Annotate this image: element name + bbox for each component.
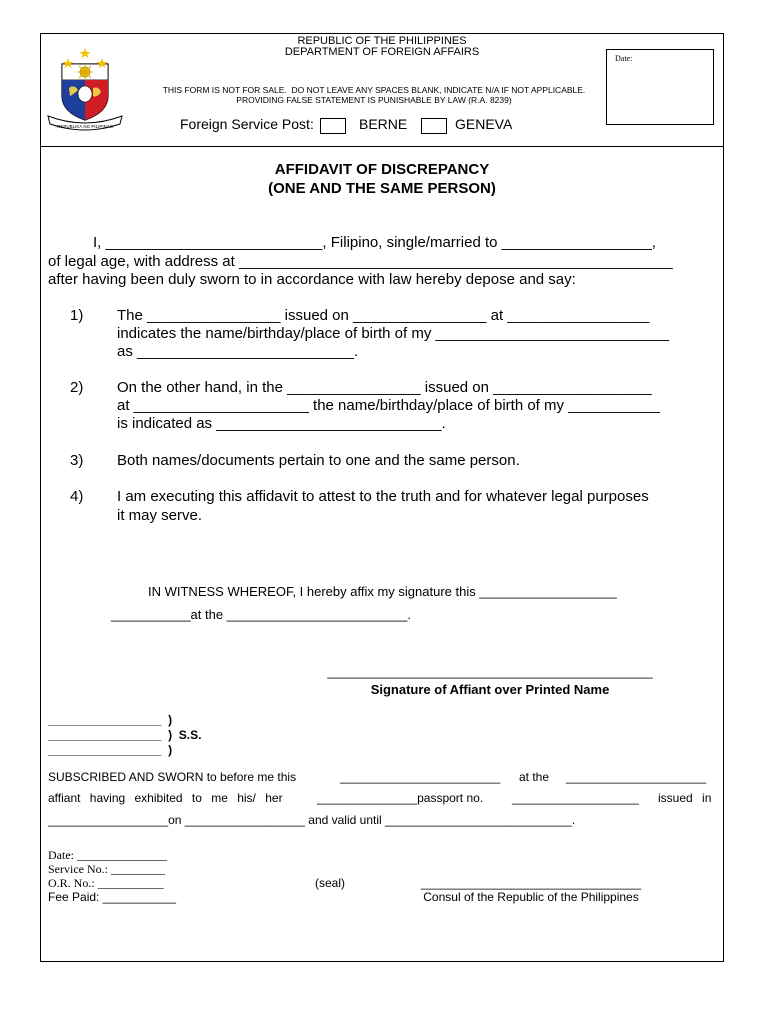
svg-text:REPUBLIKA NG PILIPINAS: REPUBLIKA NG PILIPINAS [57,124,113,129]
item-2-number: 2) [70,379,84,396]
jurat-line-1a: SUBSCRIBED AND SWORN to before me this [48,770,297,784]
republic-heading: REPUBLIC OF THE PHILIPPINES [297,35,467,47]
item-2-line-2: at _____________________ the name/birthday/place of birth of my ___________ [117,397,660,414]
item-3-line-1: Both names/documents pertain to one and the same person. [117,452,520,469]
intro-line-2: of legal age, with address at ____________________________________________________ [48,253,673,270]
venue-line-2: _________________ ) S.S. [48,728,202,742]
form-notice-2: PROVIDING FALSE STATEMENT IS PUNISHABLE BY LAW (R.A. 8239) [236,95,512,105]
item-1-line-3: as __________________________. [117,343,359,360]
jurat-line-1d: _____________________ [566,770,707,784]
header-divider [40,146,724,147]
footer-date: Date: _______________ [48,848,167,862]
witness-line-2: ___________at the _________________________. [111,607,412,622]
date-box-label: Date: [615,54,633,63]
item-4-line-2: it may serve. [117,507,203,524]
philippine-seal-logo [44,44,126,134]
signature-line: _____________________________________________ [327,664,653,679]
footer-fee-paid: Fee Paid: ___________ [48,890,177,904]
jurat-line-2c: ___________________ [512,791,639,805]
form-notice-1: THIS FORM IS NOT FOR SALE. DO NOT LEAVE ANY SPACES BLANK, INDICATE N/A IF NOT APPLICABLE. [162,85,586,95]
title-line-2: (ONE AND THE SAME PERSON) [268,180,496,197]
geneva-checkbox[interactable] [421,118,447,134]
venue-line-3: _________________ ) [48,743,173,757]
item-4-number: 4) [70,488,84,505]
consul-label: Consul of the Republic of the Philippines [423,890,639,904]
date-box[interactable] [606,49,714,125]
jurat-line-2b: _______________passport no. [317,791,484,805]
berne-checkbox[interactable] [320,118,346,134]
intro-line-3: after having been duly sworn to in accordance with law hereby depose and say: [48,271,576,288]
signature-label: Signature of Affiant over Printed Name [370,682,610,697]
item-2-line-3: is indicated as ___________________________. [117,415,446,432]
venue-line-1: _________________ ) [48,713,173,727]
intro-line-1: I, __________________________, Filipino, single/married to __________________, [93,234,656,251]
department-heading: DEPARTMENT OF FOREIGN AFFAIRS [284,46,480,58]
footer-service-no: Service No.: _________ [48,862,165,876]
item-1-line-1: The ________________ issued on ________________ at _________________ [117,307,650,324]
item-1-line-2: indicates the name/birthday/place of birth of my ____________________________ [117,325,670,342]
jurat-line-1b: ________________________ [340,770,501,784]
berne-label: BERNE [359,116,408,132]
seal-placeholder: (seal) [315,876,346,890]
jurat-line-1c: at the [519,770,550,784]
geneva-label: GENEVA [455,116,513,132]
item-2-line-1: On the other hand, in the ________________ issued on ___________________ [117,379,652,396]
title-line-1: AFFIDAVIT OF DISCREPANCY [274,161,490,178]
item-1-number: 1) [70,307,84,324]
jurat-line-3: __________________on __________________ and valid until ____________________________. [48,813,576,827]
footer-or-no: O.R. No.: ___________ [48,876,164,890]
jurat-line-2a: affiant having exhibited to me his/ her [48,791,283,805]
post-label: Foreign Service Post: [180,116,314,132]
witness-line-1: IN WITNESS WHEREOF, I hereby affix my signature this ___________________ [148,584,617,599]
item-3-number: 3) [70,452,84,469]
item-4-line-1: I am executing this affidavit to attest to the truth and for whatever legal purposes [117,488,649,505]
consul-signature-line: _________________________________ [420,876,642,890]
jurat-line-2d: issued in [658,791,712,805]
